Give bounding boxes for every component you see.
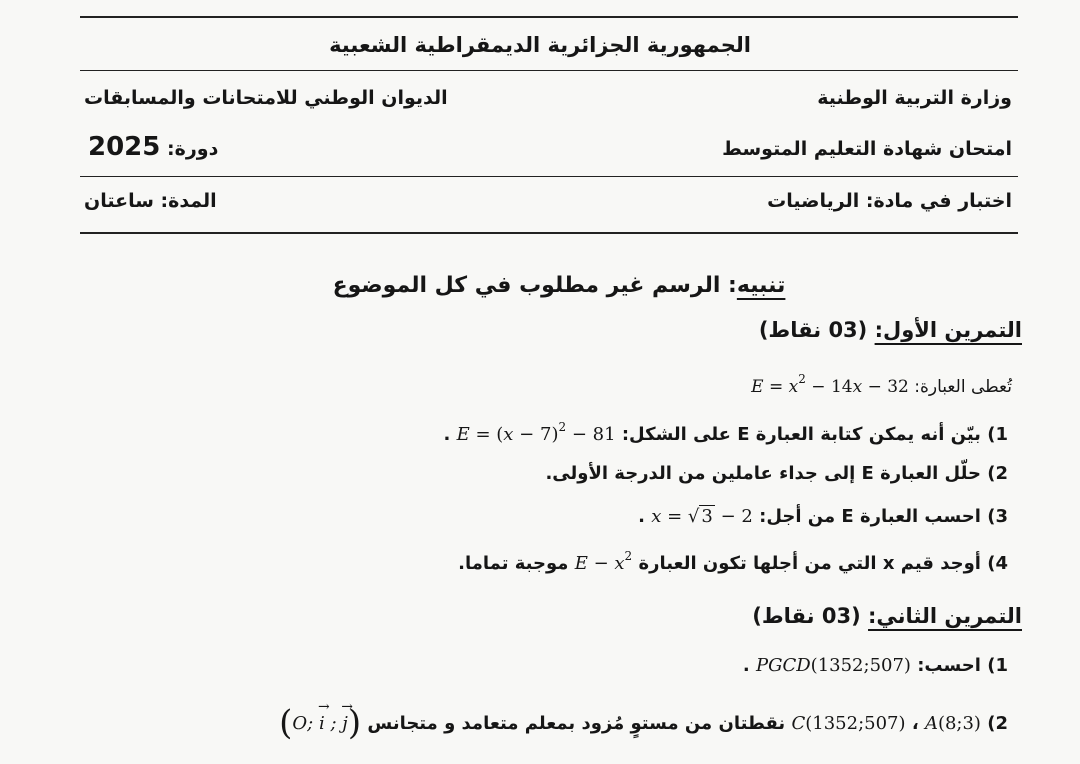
question-number: 4) [987,553,1008,574]
question-text: حلّل العبارة E إلى جداء عاملين من الدرجة الأولى. [545,463,981,484]
notice [0,273,1080,298]
question-number: 2) [987,713,1008,734]
question-math: PGCD(1352;507) [755,655,911,676]
point-c: C(1352;507) [791,713,906,734]
frame-oij: (O; → i ; → j) [279,703,361,743]
separator: ، [911,713,919,734]
header-divider-3 [80,232,1018,234]
exam-title: امتحان شهادة التعليم المتوسط [722,138,1012,160]
top-divider [80,16,1018,18]
question-text: بيّن أنه يمكن كتابة العبارة E على الشكل: [621,424,981,445]
subject-label: اختبار في مادة: الرياضيات [767,190,1012,212]
exercise1-heading: التمرين الأول: [874,318,1022,342]
notice-text: : الرسم غير مطلوب في كل الموضوع [332,273,737,298]
question-math: x = √ 3 − 2 [651,506,753,527]
exercise1-points: (03 نقاط) [758,318,868,342]
header-divider-2 [80,176,1018,177]
point-a: A(8;3) [924,713,981,734]
exercise2-points: (03 نقاط) [752,604,861,628]
exercise1-question-4 [458,549,1008,574]
notice-label: تنبيه [736,273,786,298]
question-end: . [638,506,645,527]
exercise1-question-2 [545,463,1008,484]
question-end: . [742,655,750,676]
session-label-text: دورة: [167,138,219,160]
session-year: 2025 [88,132,161,162]
exercise1-title [759,318,1022,342]
session-label [88,132,218,162]
intro-label: تُعطى العبارة: [914,377,1012,397]
exercise1-question-3 [638,506,1008,527]
question-text: أوجد قيم x التي من أجلها تكون العبارة [638,553,981,574]
ministry-label: وزارة التربية الوطنية [817,87,1012,109]
duration-label: المدة: ساعتان [84,190,217,212]
exercise2-title [752,604,1022,628]
exercise2-question-1 [743,655,1008,676]
expression-e: $E = x^2 - 14x - 32$ [751,372,909,397]
question-math: $E - x^2$ [574,549,633,574]
question-end: . [443,424,451,445]
question-end: موجبة تماما. [458,553,569,574]
header-divider-1 [80,70,1018,71]
exercise2-heading: التمرين الثاني: [868,604,1022,628]
question-math: $E = (x - 7)^2 - 81$ [456,420,616,445]
question-number: 1) [987,655,1008,676]
exercise1-intro [751,372,1012,397]
question-text: احسب: [917,655,981,676]
question-text: نقطتان من مستوٍ مُزود بمعلم متعامد و متجانس [367,713,786,734]
exercise2-question-2 [279,703,1008,743]
question-number: 2) [987,463,1008,484]
question-number: 3) [987,506,1008,527]
office-label: الديوان الوطني للامتحانات والمسابقات [84,87,448,109]
question-text: احسب العبارة E من أجل: [759,506,981,527]
republic-title: الجمهورية الجزائرية الديمقراطية الشعبية [329,33,751,57]
exercise1-question-1 [443,420,1008,445]
question-number: 1) [987,424,1008,445]
